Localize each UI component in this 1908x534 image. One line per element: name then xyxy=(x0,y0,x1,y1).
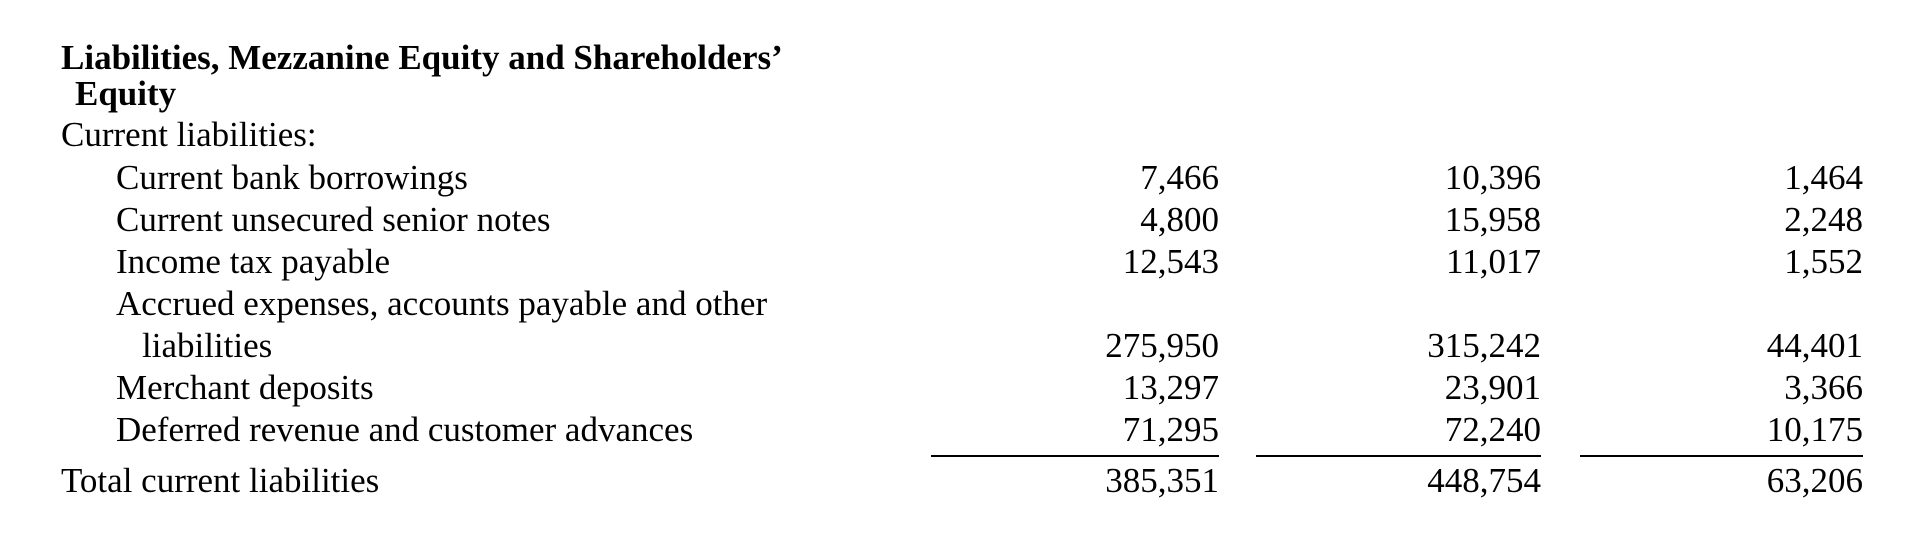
total-col-1: 385,351 xyxy=(1105,461,1219,500)
subtotal-rule-col-3 xyxy=(1580,455,1863,457)
value-col-3: 2,248 xyxy=(1784,200,1863,239)
table-row xyxy=(0,157,1908,199)
row-label: Deferred revenue and customer advances xyxy=(116,410,694,449)
subtotal-rule-col-1 xyxy=(931,455,1219,457)
row-label: Current unsecured senior notes xyxy=(116,200,551,239)
value-col-3: 44,401 xyxy=(1766,326,1863,365)
value-col-1: 275,950 xyxy=(1105,326,1219,365)
current-liabilities-row xyxy=(0,114,1908,156)
row-label: liabilities xyxy=(142,326,273,365)
table-row xyxy=(0,199,1908,241)
row-label: Merchant deposits xyxy=(116,368,374,407)
table-row xyxy=(0,367,1908,409)
total-label: Total current liabilities xyxy=(61,461,380,500)
value-col-2: 10,396 xyxy=(1444,158,1541,197)
section-heading-continued: Equity xyxy=(75,74,177,113)
value-col-2: 15,958 xyxy=(1444,200,1541,239)
table-row xyxy=(0,325,1908,367)
value-col-2: 23,901 xyxy=(1444,368,1541,407)
row-label: Income tax payable xyxy=(116,242,391,281)
table-row-wrap xyxy=(0,283,1908,325)
value-col-1: 12,543 xyxy=(1122,242,1219,281)
value-col-1: 7,466 xyxy=(1140,158,1219,197)
row-label-line-1: Accrued expenses, accounts payable and other xyxy=(116,284,768,323)
total-col-2: 448,754 xyxy=(1427,461,1541,500)
value-col-3: 1,464 xyxy=(1784,158,1863,197)
value-col-3: 3,366 xyxy=(1784,368,1863,407)
value-col-3: 10,175 xyxy=(1766,410,1863,449)
value-col-1: 71,295 xyxy=(1122,410,1219,449)
row-label: Current bank borrowings xyxy=(116,158,468,197)
value-col-2: 11,017 xyxy=(1446,242,1541,281)
total-row xyxy=(0,460,1908,502)
table-row xyxy=(0,409,1908,451)
subtotal-rule-col-2 xyxy=(1256,455,1541,457)
table-row xyxy=(0,241,1908,283)
value-col-1: 13,297 xyxy=(1122,368,1219,407)
value-col-2: 315,242 xyxy=(1427,326,1541,365)
value-col-3: 1,552 xyxy=(1784,242,1863,281)
section-heading: Liabilities, Mezzanine Equity and Shareholders’ xyxy=(61,38,783,77)
current-liabilities-label: Current liabilities: xyxy=(61,115,317,154)
heading-line-2 xyxy=(0,73,1908,115)
total-col-3: 63,206 xyxy=(1766,461,1863,500)
value-col-2: 72,240 xyxy=(1444,410,1541,449)
value-col-1: 4,800 xyxy=(1140,200,1219,239)
